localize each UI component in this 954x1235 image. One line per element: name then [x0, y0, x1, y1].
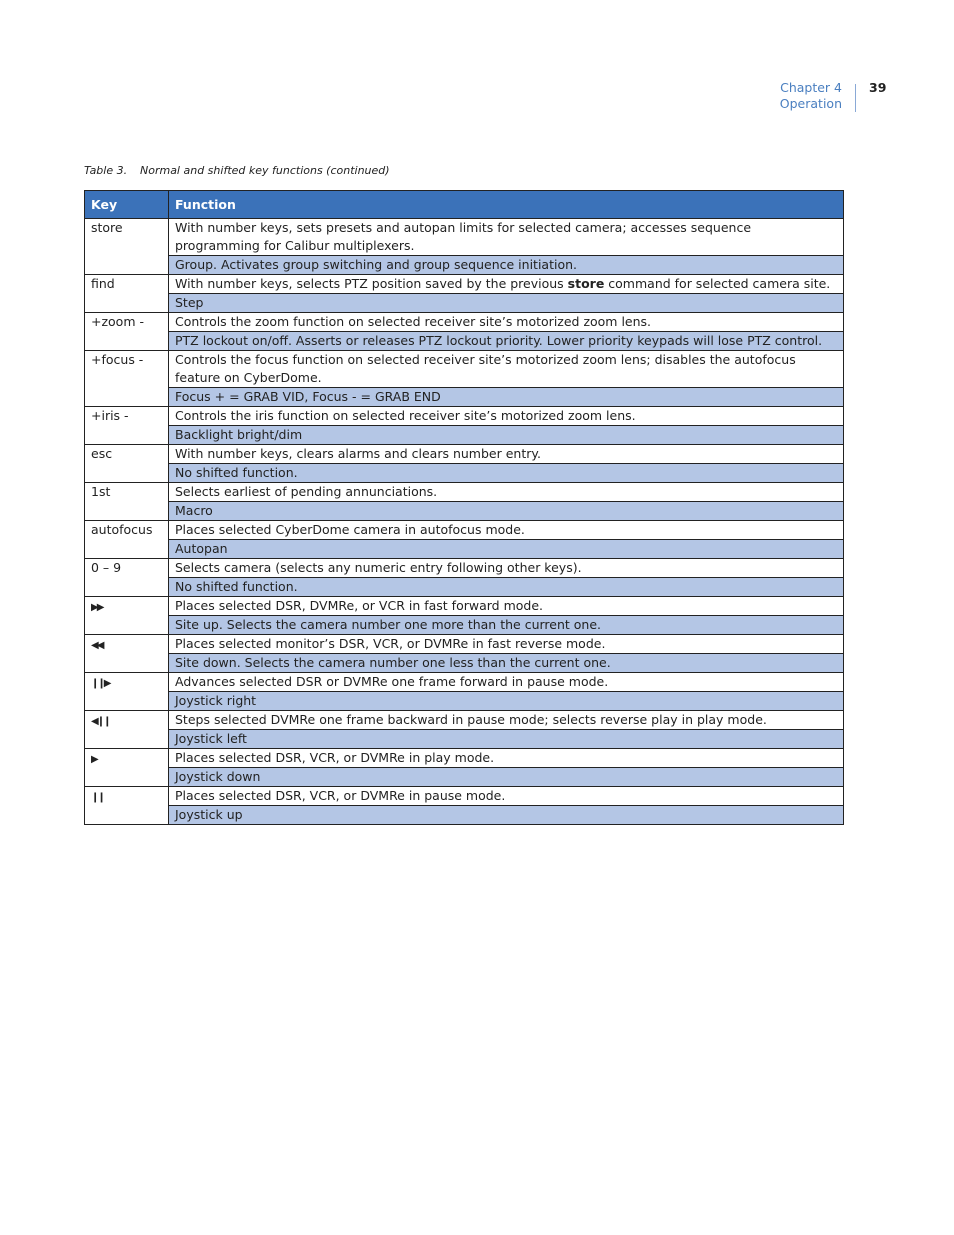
key-cell: +iris - [85, 407, 169, 445]
shifted-function-cell: PTZ lockout on/off. Asserts or releases PTZ lockout priority. Lower priority keypads will lose PTZ control. [169, 332, 844, 351]
table-row [85, 635, 844, 654]
key-cell: autofocus [85, 521, 169, 559]
table-row-shifted [85, 654, 844, 673]
normal-function-cell: Controls the zoom function on selected receiver site’s motorized zoom lens. [169, 313, 844, 332]
table-row-shifted [85, 502, 844, 521]
table-row [85, 749, 844, 768]
table-row [85, 711, 844, 730]
table-row [85, 351, 844, 388]
table-row-shifted [85, 332, 844, 351]
normal-function-cell: With number keys, clears alarms and clears number entry. [169, 445, 844, 464]
pause-icon: ❙❙ [91, 792, 104, 803]
normal-text-post: command for selected camera site. [604, 276, 831, 291]
normal-function-cell: Selects earliest of pending annunciations. [169, 483, 844, 502]
key-cell: esc [85, 445, 169, 483]
key-cell: store [85, 219, 169, 275]
key-cell: find [85, 275, 169, 313]
normal-function-cell: Places selected DSR, VCR, or DVMRe in pause mode. [169, 787, 844, 806]
key-cell: 1st [85, 483, 169, 521]
key-cell [85, 711, 169, 749]
table-row [85, 521, 844, 540]
table-row [85, 559, 844, 578]
shifted-function-cell: Joystick left [169, 730, 844, 749]
fast-reverse-icon: ◀◀ [91, 640, 103, 651]
table-row-shifted [85, 294, 844, 313]
normal-function-cell: Places selected monitor’s DSR, VCR, or DVMRe in fast reverse mode. [169, 635, 844, 654]
normal-function-cell: Selects camera (selects any numeric entry following other keys). [169, 559, 844, 578]
shifted-function-cell: No shifted function. [169, 464, 844, 483]
shifted-function-cell: Autopan [169, 540, 844, 559]
key-cell [85, 787, 169, 825]
normal-function-cell: Steps selected DVMRe one frame backward in pause mode; selects reverse play in play mode. [169, 711, 844, 730]
normal-function-cell: Places selected DSR, DVMRe, or VCR in fast forward mode. [169, 597, 844, 616]
table-header-row [85, 191, 844, 219]
table-row [85, 275, 844, 294]
table-row [85, 407, 844, 426]
shifted-function-cell: Focus + = GRAB VID, Focus - = GRAB END [169, 388, 844, 407]
chapter-label: Chapter 4 [780, 80, 842, 95]
table-row-shifted [85, 768, 844, 787]
table-row [85, 787, 844, 806]
table-row-shifted [85, 388, 844, 407]
table-caption [84, 164, 390, 177]
header-divider [855, 84, 856, 112]
section-label: Operation [779, 96, 842, 111]
table-number: Table 3. [84, 164, 128, 177]
running-header [780, 80, 842, 112]
shifted-function-cell: Joystick right [169, 692, 844, 711]
key-cell [85, 673, 169, 711]
table-row-shifted [85, 256, 844, 275]
normal-function-cell: Places selected DSR, VCR, or DVMRe in play mode. [169, 749, 844, 768]
key-functions-table [84, 190, 844, 825]
shifted-function-cell: Site up. Selects the camera number one more than the current one. [169, 616, 844, 635]
table-row-shifted [85, 730, 844, 749]
shifted-function-cell: Backlight bright/dim [169, 426, 844, 445]
normal-text-pre: With number keys, selects PTZ position saved by the previous [175, 276, 568, 291]
normal-function-cell [169, 275, 844, 294]
column-header-key: Key [85, 191, 169, 219]
table-row-shifted [85, 464, 844, 483]
shifted-function-cell: No shifted function. [169, 578, 844, 597]
page-number: 39 [869, 80, 887, 95]
normal-function-cell: With number keys, sets presets and autopan limits for selected camera; accesses sequence programming for Calibur multiplexers. [169, 219, 844, 256]
key-cell: +zoom - [85, 313, 169, 351]
key-cell [85, 597, 169, 635]
table-row-shifted [85, 578, 844, 597]
table-row-shifted [85, 540, 844, 559]
table-title: Normal and shifted key functions (continued) [140, 164, 390, 177]
normal-function-cell: Advances selected DSR or DVMRe one frame forward in pause mode. [169, 673, 844, 692]
key-cell [85, 749, 169, 787]
shifted-function-cell: Joystick up [169, 806, 844, 825]
table-row [85, 673, 844, 692]
table-row-shifted [85, 806, 844, 825]
shifted-function-cell: Step [169, 294, 844, 313]
key-cell: +focus - [85, 351, 169, 407]
normal-function-cell: Places selected CyberDome camera in autofocus mode. [169, 521, 844, 540]
shifted-function-cell: Macro [169, 502, 844, 521]
frame-forward-icon: ❙❙▶ [91, 678, 110, 689]
play-icon: ▶ [91, 754, 97, 765]
table-row-shifted [85, 426, 844, 445]
column-header-function: Function [169, 191, 844, 219]
frame-backward-icon: ◀❙❙ [91, 716, 110, 727]
table-row-shifted [85, 692, 844, 711]
key-cell: 0 – 9 [85, 559, 169, 597]
shifted-function-cell: Joystick down [169, 768, 844, 787]
normal-function-cell: Controls the focus function on selected receiver site’s motorized zoom lens; disables the autofocus feature on CyberDome. [169, 351, 844, 388]
table-row [85, 445, 844, 464]
table-row [85, 219, 844, 256]
key-cell [85, 635, 169, 673]
shifted-function-cell: Group. Activates group switching and group sequence initiation. [169, 256, 844, 275]
store-keyword: store [567, 276, 605, 291]
table-row [85, 597, 844, 616]
table-row [85, 483, 844, 502]
shifted-function-cell: Site down. Selects the camera number one less than the current one. [169, 654, 844, 673]
normal-function-cell: Controls the iris function on selected receiver site’s motorized zoom lens. [169, 407, 844, 426]
table-row [85, 313, 844, 332]
fast-forward-icon: ▶▶ [91, 602, 103, 613]
table-row-shifted [85, 616, 844, 635]
